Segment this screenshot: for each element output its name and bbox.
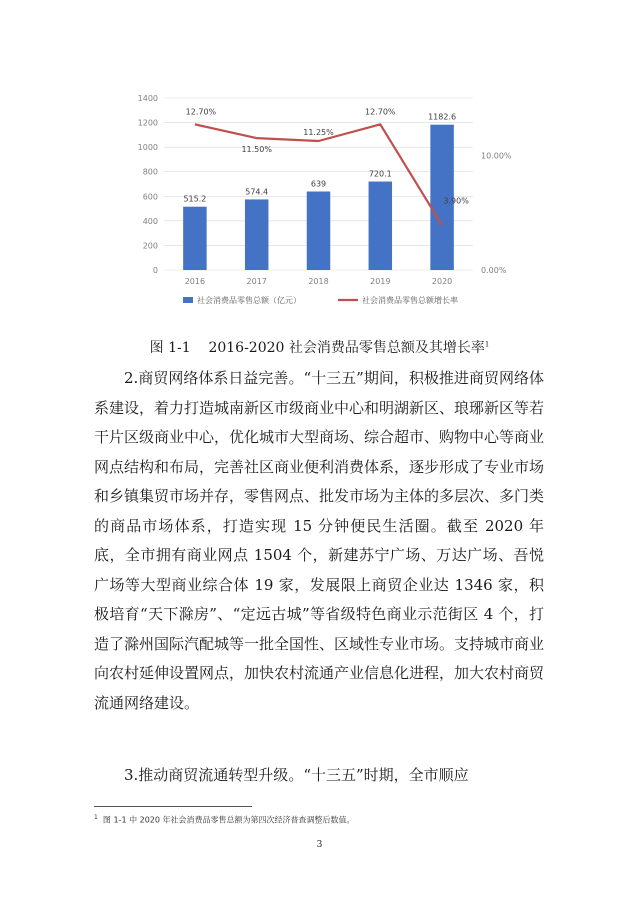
- bar-data-label: 639: [310, 179, 327, 189]
- chart-canvas: [128, 84, 528, 319]
- x-tick-label: 2017: [246, 277, 267, 286]
- x-tick-label: 2018: [308, 277, 329, 286]
- legend-swatch-bars: [183, 297, 193, 303]
- paragraph-text: 3.推动商贸流通转型升级。“十三五”时期，全市顺应: [124, 766, 469, 784]
- legend-label-bars: 社会消费品零售总额（亿元）: [197, 296, 301, 305]
- footnote-divider: [94, 806, 252, 807]
- y-left-tick-label: 1400: [137, 94, 158, 103]
- x-tick-label: 2019: [370, 277, 391, 286]
- growth-data-label: 11.25%: [303, 128, 334, 137]
- y-right-tick-label: 10.00%: [481, 151, 512, 161]
- y-left-tick-label: 1200: [137, 118, 158, 128]
- y-left-tick-label: 800: [142, 167, 158, 177]
- y-right-tick-label: 0.00%: [481, 266, 507, 275]
- x-tick-label: 2016: [184, 277, 206, 286]
- paragraph-commerce-upgrade: [94, 761, 544, 791]
- retail-sales-chart: [128, 84, 528, 319]
- y-left-tick-label: 1000: [137, 143, 158, 153]
- bar: [369, 182, 392, 270]
- footnote: [94, 814, 355, 826]
- growth-data-label: 12.70%: [365, 107, 396, 117]
- x-tick-label: 2020: [431, 277, 453, 286]
- figure-caption: [0, 337, 639, 357]
- bar: [245, 199, 268, 270]
- legend-label-line: 社会消费品零售总额增长率: [362, 296, 458, 305]
- paragraph-commerce-network: [94, 364, 544, 718]
- page-number: 3: [316, 840, 323, 850]
- footnote-mark: 1: [94, 814, 98, 821]
- y-left-tick-label: 200: [142, 241, 158, 251]
- bar-data-label: 1182.6: [428, 112, 457, 122]
- footnote-ref: 1: [484, 340, 490, 349]
- footnote-text: 图 1-1 中 2020 年社会消费品零售总额为第四次经济普查调整后数值。: [102, 815, 355, 825]
- bar-data-label: 574.4: [245, 187, 269, 197]
- y-left-tick-label: 400: [142, 216, 158, 226]
- growth-data-label: 12.70%: [185, 107, 217, 117]
- bar-data-label: 515.2: [183, 194, 207, 204]
- y-left-tick-label: 600: [142, 192, 158, 202]
- figure-label: 图 1-1: [149, 340, 191, 356]
- growth-data-label: 3.90%: [443, 196, 469, 206]
- growth-data-label: 11.50%: [241, 145, 272, 155]
- bar: [183, 207, 206, 270]
- y-left-tick-label: 0: [152, 266, 158, 275]
- bar-data-label: 720.1: [368, 169, 392, 179]
- paragraph-text: 2.商贸网络体系日益完善。“十三五”期间，积极推进商贸网络体系建设，着力打造城南新区市级商业中心和明湖新区、琅琊新区等若干片区级商业中心，优化城市大型商场、综合超市、购物中心等商业网点结构和布局，完善社区商业便利消费体系，逐步形成了专业市场和乡镇集贸市场并存，零售网点、批发市场为主体的多层次、多门类的商品市场体系，打造实现 15 分钟便民生活圈。截至 2020 年底，全市拥有商业网点 1504 个，新建苏宁广场、万达广场、吾悦广场等大型商业综合体 19 家，发展限上商贸企业达 1346 家，积极培育“天下滁房”、“定远古城”等省级特色商业示范街区 4 个，打造了滁州国际汽配城等一批全国性、区域性专业市场。支持城市商业向农村延伸设置网点，加快农村流通产业信息化进程，加大农村商贸流通网络建设。: [94, 369, 545, 712]
- bar: [307, 191, 330, 270]
- figure-title: 2016-2020 社会消费品零售总额及其增长率: [208, 340, 485, 356]
